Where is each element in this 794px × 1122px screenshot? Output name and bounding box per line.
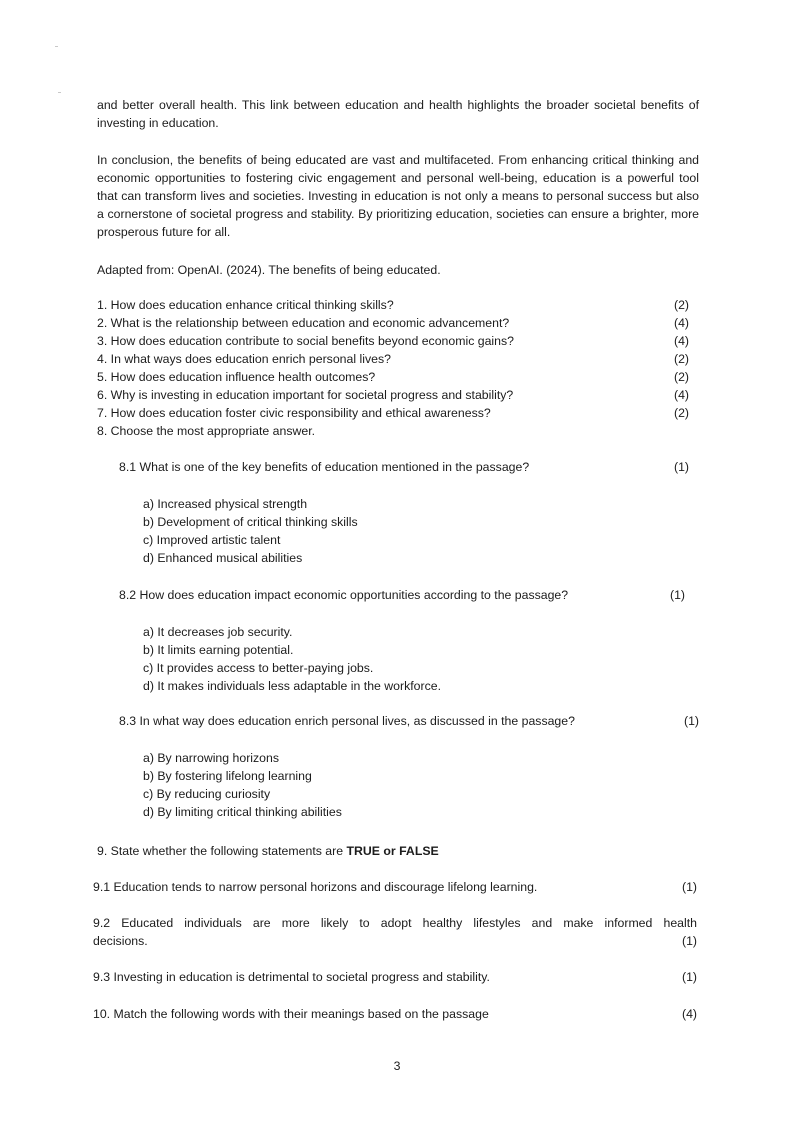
question-marks: (2) bbox=[673, 406, 689, 420]
mcq-stem: 8.1 What is one of the key benefits of education mentioned in the passage? bbox=[119, 460, 530, 474]
question-row bbox=[97, 296, 689, 314]
question-marks: (2) bbox=[673, 298, 689, 312]
tf-statement: 9.2 Educated individuals are more likely to adopt healthy lifestyles and make informed health bbox=[93, 916, 697, 930]
mcq-option: c) Improved artistic talent bbox=[143, 533, 281, 547]
mcq-option: a) Increased physical strength bbox=[143, 497, 308, 511]
question-marks: (2) bbox=[673, 352, 689, 366]
source-citation: Adapted from: OpenAI. (2024). The benefits of being educated. bbox=[97, 263, 441, 277]
section-9-heading bbox=[97, 842, 439, 860]
mcq-option: b) By fostering lifelong learning bbox=[143, 769, 312, 783]
question-marks: (4) bbox=[673, 334, 689, 348]
mcq-stem-row bbox=[119, 458, 689, 476]
tf-statement: 9.3 Investing in education is detrimental to societal progress and stability. bbox=[93, 970, 490, 984]
tf-line bbox=[93, 878, 697, 896]
tf-marks: (1) bbox=[681, 934, 697, 948]
mcq-question-8-3 bbox=[119, 712, 699, 821]
question-10-line bbox=[93, 1005, 697, 1023]
question-row bbox=[97, 404, 689, 422]
question-marks: (4) bbox=[673, 388, 689, 402]
tf-marks: (1) bbox=[681, 880, 697, 894]
question-marks: (4) bbox=[673, 316, 689, 330]
mcq-option: d) By limiting critical thinking abilities bbox=[143, 805, 342, 819]
passage-paragraph-1: and better overall health. This link between education and health highlights the broader societal benefits of investing in education. bbox=[97, 98, 699, 130]
mcq-marks: (1) bbox=[669, 588, 685, 602]
true-false-item-9-3 bbox=[93, 968, 697, 986]
tf-line bbox=[93, 932, 697, 950]
mcq-stem: 8.2 How does education impact economic opportunities according to the passage? bbox=[119, 588, 569, 602]
mcq-stem-row bbox=[119, 586, 685, 604]
mcq-option: b) It limits earning potential. bbox=[143, 643, 294, 657]
mcq-stem: 8.3 In what way does education enrich personal lives, as discussed in the passage? bbox=[119, 714, 575, 728]
mcq-stem-row bbox=[119, 712, 699, 730]
mcq-option: c) By reducing curiosity bbox=[143, 787, 271, 801]
true-false-item-9-2 bbox=[93, 914, 697, 950]
mcq-option: b) Development of critical thinking skills bbox=[143, 515, 358, 529]
tf-marks: (1) bbox=[681, 970, 697, 984]
question-row bbox=[97, 422, 689, 440]
question-text: 2. What is the relationship between education and economic advancement? bbox=[97, 316, 510, 330]
mcq-marks: (1) bbox=[673, 460, 689, 474]
question-row bbox=[97, 350, 689, 368]
mcq-question-8-1 bbox=[119, 458, 689, 567]
mcq-option: c) It provides access to better-paying jobs. bbox=[143, 661, 374, 675]
mcq-option: d) It makes individuals less adaptable in the workforce. bbox=[143, 679, 442, 693]
question-text: 8. Choose the most appropriate answer. bbox=[97, 424, 316, 438]
question-text: 3. How does education contribute to social benefits beyond economic gains? bbox=[97, 334, 514, 348]
question-text: 1. How does education enhance critical thinking skills? bbox=[97, 298, 394, 312]
question-text: 5. How does education influence health outcomes? bbox=[97, 370, 376, 384]
question-row bbox=[97, 386, 689, 404]
mcq-option: a) It decreases job security. bbox=[143, 625, 293, 639]
question-10 bbox=[93, 1005, 697, 1023]
mcq-option: a) By narrowing horizons bbox=[143, 751, 280, 765]
scan-speck bbox=[58, 92, 61, 93]
section-9-intro-bold: TRUE or FALSE bbox=[346, 844, 439, 858]
question-row bbox=[97, 368, 689, 386]
tf-statement-continued: decisions. bbox=[93, 934, 148, 948]
passage-paragraph-2: In conclusion, the benefits of being educated are vast and multifaceted. From enhancing critical thinking and economic opportunities to fostering civic engagement and personal well-being, education is a powerful tool that can transform lives and societies. Investing in education is not only a means to personal success but also a cornerstone of societal progress and stability. By prioritizing education, societies can ensure a brighter, more prosperous future for all. bbox=[97, 153, 699, 239]
question-text: 7. How does education foster civic responsibility and ethical awareness? bbox=[97, 406, 491, 420]
mcq-options bbox=[119, 749, 699, 821]
mcq-options bbox=[119, 623, 685, 695]
question-10-text: 10. Match the following words with their meanings based on the passage bbox=[93, 1007, 489, 1021]
question-marks: (2) bbox=[673, 370, 689, 384]
mcq-options bbox=[119, 495, 689, 567]
question-row bbox=[97, 332, 689, 350]
question-row bbox=[97, 314, 689, 332]
page-number: 3 bbox=[393, 1059, 401, 1073]
question-text: 6. Why is investing in education important for societal progress and stability? bbox=[97, 388, 514, 402]
tf-statement: 9.1 Education tends to narrow personal horizons and discourage lifelong learning. bbox=[93, 880, 538, 894]
mcq-option: d) Enhanced musical abilities bbox=[143, 551, 303, 565]
mcq-question-8-2 bbox=[119, 586, 685, 695]
question-list bbox=[97, 296, 689, 440]
question-10-marks: (4) bbox=[681, 1007, 697, 1021]
section-9-intro: 9. State whether the following statements are bbox=[97, 844, 347, 858]
question-text: 4. In what ways does education enrich personal lives? bbox=[97, 352, 391, 366]
mcq-marks: (1) bbox=[683, 714, 699, 728]
scan-speck bbox=[55, 46, 58, 47]
tf-line bbox=[93, 968, 697, 986]
true-false-item-9-1 bbox=[93, 878, 697, 896]
